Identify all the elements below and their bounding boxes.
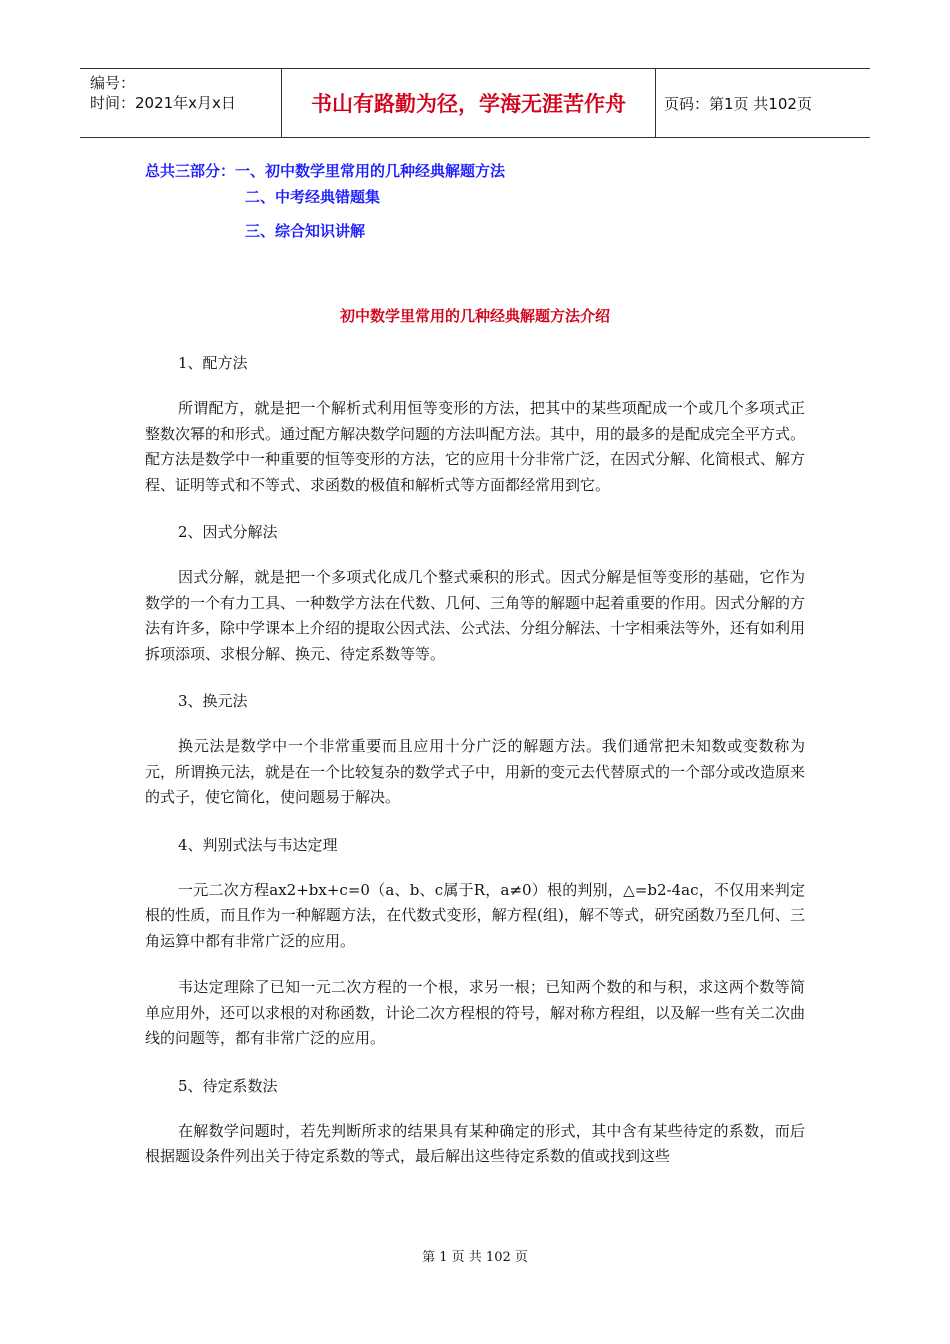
paragraph: 所谓配方，就是把一个解析式利用恒等变形的方法，把其中的某些项配成一个或几个多项式正整数次幂的和形式。通过配方解决数学问题的方法叫配方法。其中，用的最多的是配成完全平方式。配方法是数学中一种重要的恒等变形的方法，它的应用十分非常广泛，在因式分解、化简根式、解方程、证明等式和不等式、求函数的极值和解析式等方面都经常用到它。	[145, 399, 806, 494]
time-label: 时间：2021年x月x日	[90, 94, 236, 112]
section-heading: 1、配方法	[178, 354, 248, 372]
section-heading: 4、判别式法与韦达定理	[178, 835, 338, 854]
section-heading: 2、因式分解法	[178, 523, 278, 541]
section-heading: 5、待定系数法	[178, 1076, 278, 1095]
paragraph: 因式分解，就是把一个多项式化成几个整式乘积的形式。因式分解是恒等变形的基础，它作为数学的一个有力工具、一种数学方法在代数、几何、三角等的解题中起着重要的作用。因式分解的方法有许多，除中学课本上介绍的提取公因式法、公式法、分组分解法、十字相乘法等外，还有如利用拆项添项、求根分解、换元、待定系数等等。	[145, 568, 806, 663]
number-label: 编号：	[90, 74, 136, 92]
paragraph: 韦达定理除了已知一元二次方程的一个根，求另一根；已知两个数的和与积，求这两个数等简单应用外，还可以求根的对称函数，计论二次方程根的符号，解对称方程组，以及解一些有关二次曲线的问题等，都有非常广泛的应用。	[145, 978, 806, 1047]
header-page-info: 页码：第1页 共102页	[664, 94, 812, 113]
document-body	[145, 350, 805, 1170]
header-meta	[80, 69, 282, 137]
header-motto-cell	[282, 69, 656, 137]
page-header	[80, 68, 870, 138]
paragraph: 换元法是数学中一个非常重要而且应用十分广泛的解题方法。我们通常把未知数或变数称为元，所谓换元法，就是在一个比较复杂的数学式子中，用新的变元去代替原式的一个部分或改造原来的式子，使它简化，使问题易于解决。	[145, 737, 806, 806]
toc-lead: 总共三部分：一、初中数学里常用的几种经典解题方法	[145, 162, 506, 180]
toc-part-3: 三、综合知识讲解	[245, 222, 366, 240]
header-motto: 书山有路勤为径，学海无涯苦作舟	[311, 92, 626, 116]
paragraph: 一元二次方程ax2+bx+c=0（a、b、c属于R，a≠0）根的判别，△=b2-4ac，不仅用来判定根的性质，而且作为一种解题方法，在代数式变形，解方程(组)，解不等式，研究函数乃至几何、三角运算中都有非常广泛的应用。	[145, 880, 805, 950]
page-footer: 第 1 页 共 102 页	[422, 1250, 528, 1265]
document-title: 初中数学里常用的几种经典解题方法介绍	[339, 307, 610, 325]
paragraph: 在解数学问题时，若先判断所求的结果具有某种确定的形式，其中含有某些待定的系数，而后根据题设条件列出关于待定系数的等式，最后解出这些待定系数的值或找到这些	[145, 1121, 805, 1165]
section-heading: 3、换元法	[178, 692, 248, 710]
toc-part-2: 二、中考经典错题集	[245, 188, 381, 206]
